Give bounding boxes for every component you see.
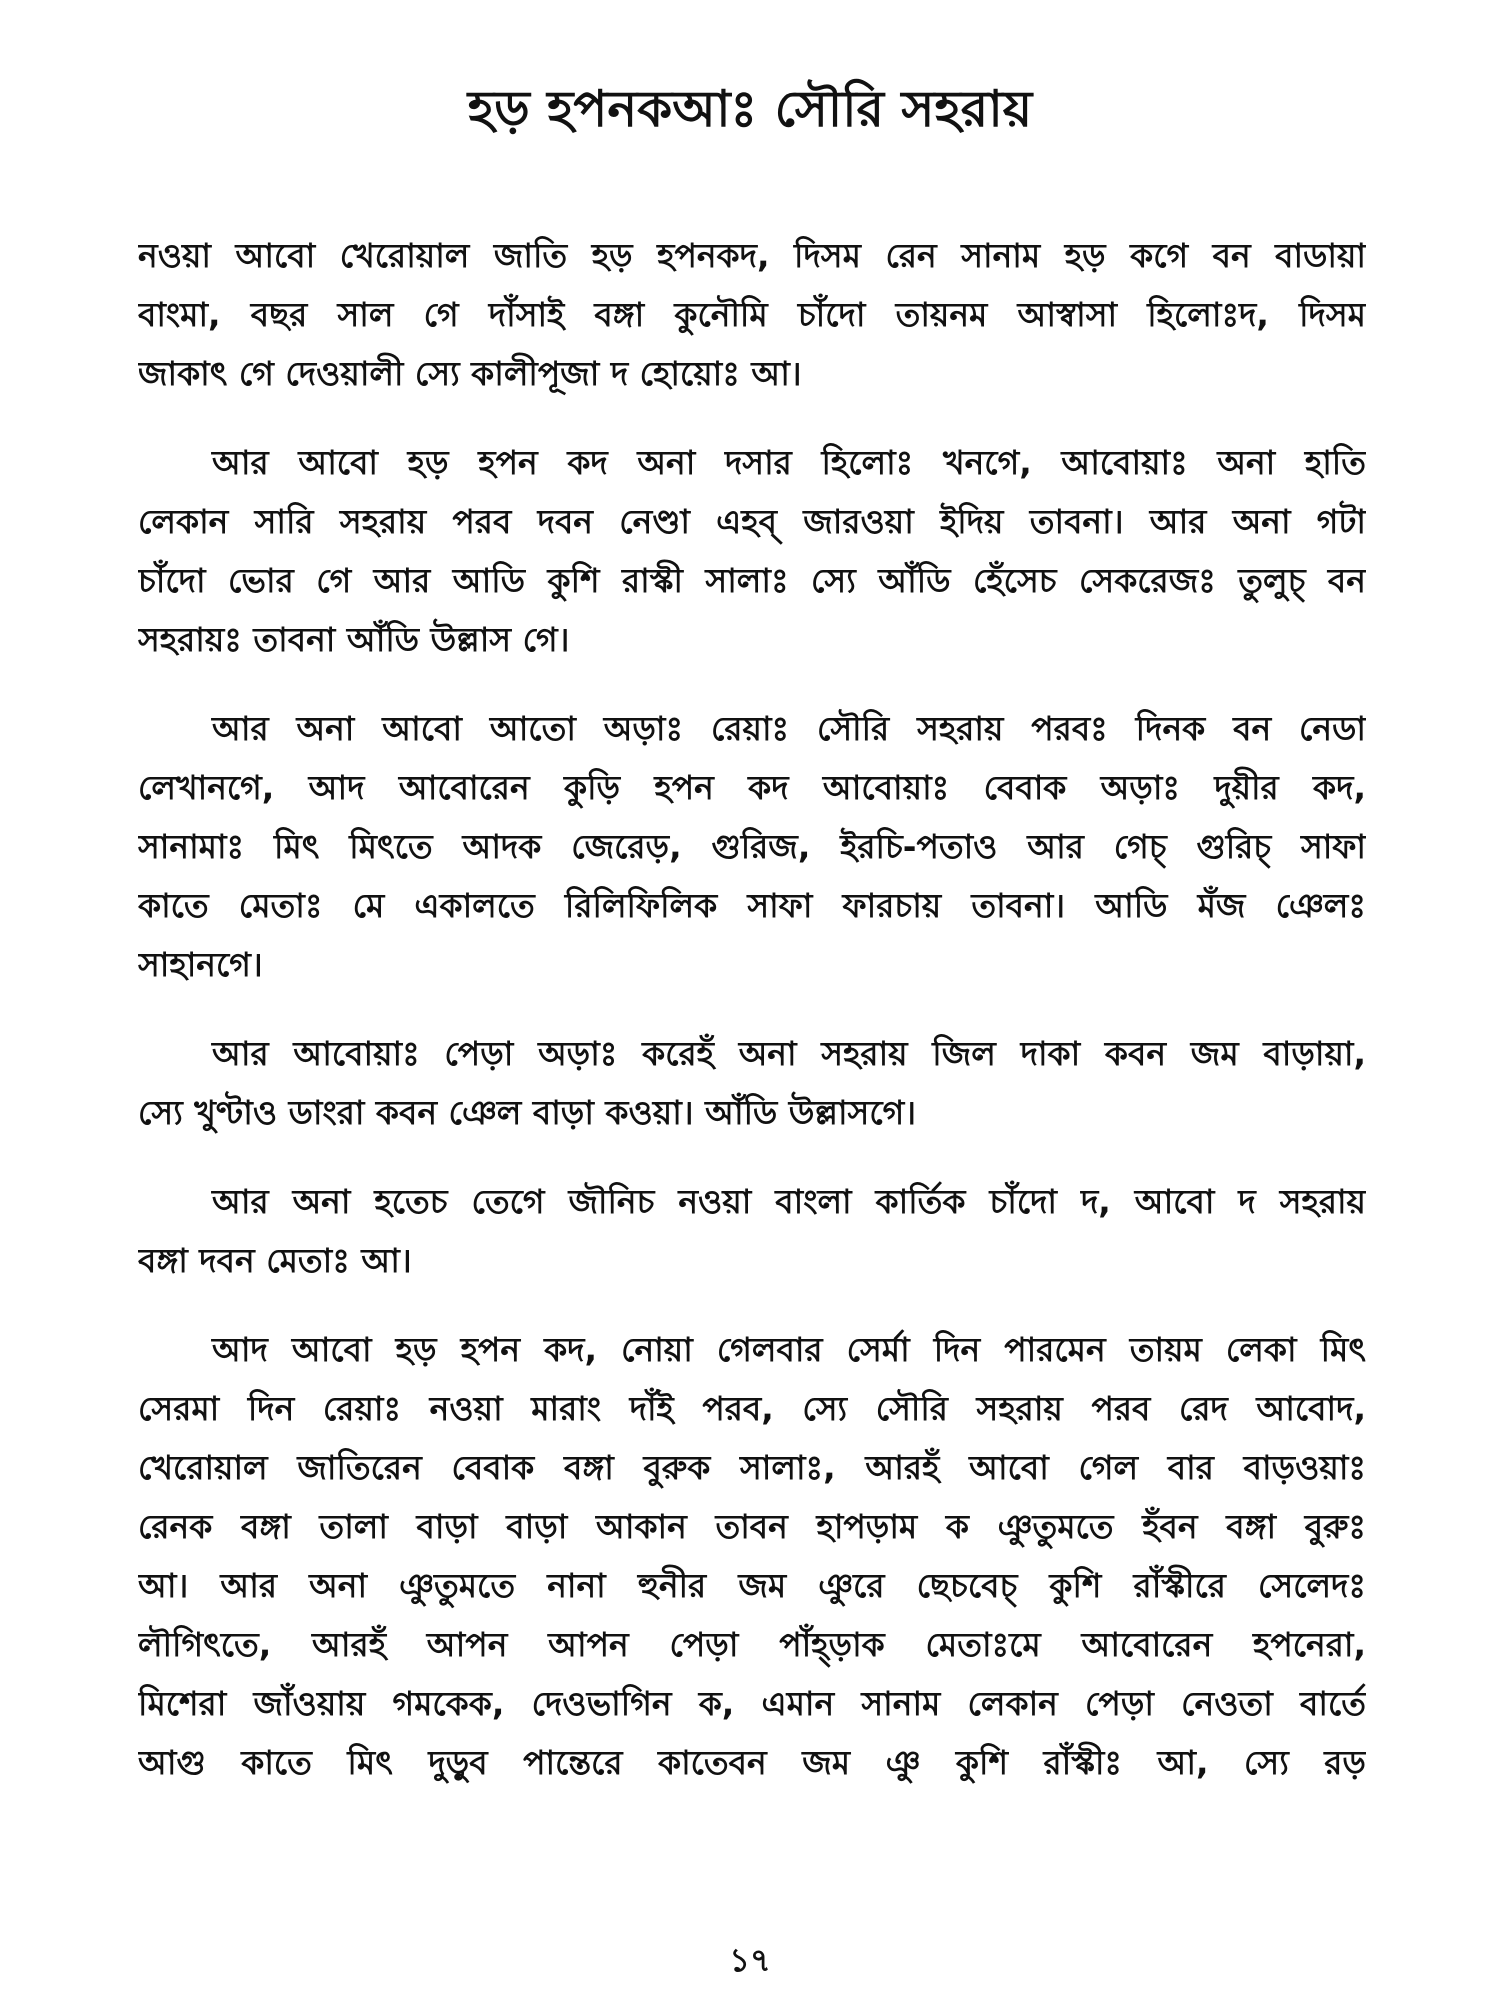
text-line: সহরায়ঃ তাবনা আঁডি উল্লাস গে। bbox=[138, 620, 570, 659]
text-line: নওয়া আবো খেরোয়াল জাতি হড় হপনকদ, দিসম রেন সানাম হড় কগে বন বাডায়া bbox=[138, 236, 1366, 275]
text-line: বাংমা, বছর সাল গে দাঁসাই বঙ্গা কুনৌমি চাঁদো তায়নম আস্বাসা হিলোঃদ, দিসম bbox=[138, 295, 1366, 334]
text-line: আর অনা আবো আতো অড়াঃ রেয়াঃ সৌরি সহরায় পরবঃ দিনক বন নেডা bbox=[212, 709, 1366, 748]
text-line: আর অনা হতেচ তেগে জৗনিচ নওয়া বাংলা কার্তিক চাঁদো দ, আবো দ সহরায় bbox=[212, 1182, 1366, 1221]
text-line: বঙ্গা দবন মেতাঃ আ। bbox=[138, 1241, 412, 1280]
text-line: জাকাৎ গে দেওয়ালী স্যে কালীপূজা দ হোয়োঃ আ। bbox=[138, 354, 802, 393]
text-line: লেকান সারি সহরায় পরব দবন নেণ্ডা এহব্ জারওয়া ইদিয় তাবনা। আর অনা গটা bbox=[138, 502, 1366, 541]
paragraph bbox=[138, 1024, 1366, 1142]
text-line: কাতে মেতাঃ মে একালতে রিলিফিলিক সাফা ফারচায় তাবনা। আডি মঁজ ঞেলঃ bbox=[138, 886, 1366, 925]
text-line: স্যে খুণ্টাও ডাংরা কবন ঞেল বাড়া কওয়া। আঁডি উল্লাসগে। bbox=[138, 1093, 917, 1132]
text-line: লেখানগে, আদ আবোরেন কুড়ি হপন কদ আবোয়াঃ বেবাক অড়াঃ দুয়ীর কদ, bbox=[138, 768, 1366, 807]
body-text bbox=[138, 226, 1366, 1822]
page-number: ১৭ bbox=[729, 1941, 771, 1979]
text-line: আ। আর অনা ঞুতুমতে নানা হুনীর জম ঞুরে ছেচবেচ্ কুশি রাঁস্কীরে সেলেদঃ bbox=[138, 1566, 1366, 1605]
text-line: সানামাঃ মিৎ মিৎতে আদক জেরেড়, গুরিজ, ইরচি-পতাও আর গেচ্ গুরিচ্ সাফা bbox=[138, 827, 1366, 866]
text-line: আদ আবো হড় হপন কদ, নোয়া গেলবার সের্মা দিন পারমেন তায়ম লেকা মিৎ bbox=[212, 1330, 1366, 1369]
text-line: আর আবো হড় হপন কদ অনা দসার হিলোঃ খনগে, আবোয়াঃ অনা হাতি bbox=[212, 443, 1366, 482]
text-line: সাহানগে। bbox=[138, 945, 263, 984]
text-line: আর আবোয়াঃ পেড়া অড়াঃ করেহঁ অনা সহরায় জিল দাকা কবন জম বাড়ায়া, bbox=[212, 1034, 1366, 1073]
paragraph bbox=[138, 433, 1366, 669]
paragraph bbox=[138, 1320, 1366, 1792]
paragraph bbox=[138, 1172, 1366, 1290]
text-line: খেরোয়াল জাতিরেন বেবাক বঙ্গা বুরুক সালাঃ, আরহঁ আবো গেল বার বাড়ওয়াঃ bbox=[138, 1448, 1366, 1487]
text-line: আগু কাতে মিৎ দুড়ুব পান্তেরে কাতেবন জম ঞু কুশি রাঁস্কীঃ আ, স্যে রড় bbox=[138, 1743, 1366, 1782]
text-line: লৗগিৎতে, আরহঁ আপন আপন পেড়া পাঁহ্ড়াক মেতাঃমে আবোরেন হপনেরা, bbox=[138, 1625, 1366, 1664]
text-line: চাঁদো ভোর গে আর আডি কুশি রাস্কী সালাঃ স্যে আঁডি হেঁসেচ সেকরেজঃ তুলুচ্ বন bbox=[138, 561, 1366, 600]
text-line: সেরমা দিন রেয়াঃ নওয়া মারাং দাঁই পরব, স্যে সৌরি সহরায় পরব রেদ আবোদ, bbox=[138, 1389, 1366, 1428]
text-line: মিশেরা জাঁওয়ায় গমকেক, দেওভাগিন ক, এমান সানাম লেকান পেড়া নেওতা বার্তে bbox=[138, 1684, 1366, 1723]
text-line: রেনক বঙ্গা তালা বাড়া বাড়া আকান তাবন হাপড়াম ক ঞুতুমতে হঁবন বঙ্গা বুরুঃ bbox=[138, 1507, 1366, 1546]
page-title: হড় হপনকআঃ সৌরি সহরায় bbox=[467, 80, 1033, 138]
paragraph bbox=[138, 226, 1366, 403]
paragraph bbox=[138, 699, 1366, 994]
